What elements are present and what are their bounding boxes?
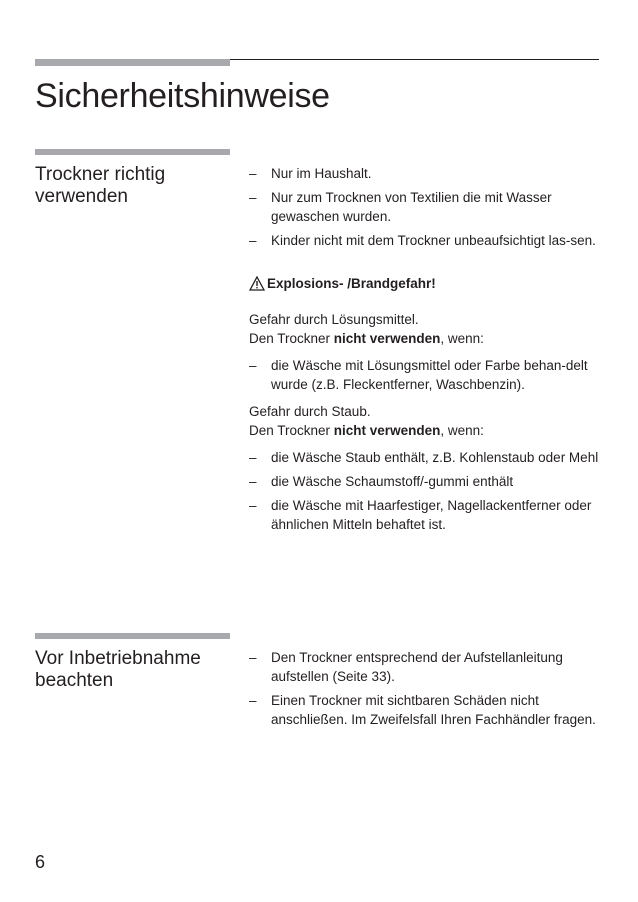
list-item — [249, 496, 604, 534]
warning-heading — [249, 274, 604, 293]
list-item-text: die Wäsche mit Lösungsmittel oder Farbe behan-delt wurde (z.B. Fleckentferner, Waschbenzin). — [271, 358, 588, 392]
section2-bar — [35, 633, 230, 639]
list-item-text: Kinder nicht mit dem Trockner unbeaufsichtigt las-sen. — [271, 233, 596, 248]
warning-text: Explosions- /Brandgefahr! — [267, 276, 436, 291]
page-title: Sicherheitshinweise — [35, 77, 330, 115]
section1-content — [249, 164, 604, 539]
solvent-line2-post: , wenn: — [440, 331, 484, 346]
solvent-paragraph — [249, 310, 604, 348]
title-rule — [230, 59, 599, 60]
section2-heading — [35, 648, 230, 692]
list-marker: – — [249, 474, 257, 489]
warning-triangle-icon — [249, 276, 265, 291]
list-marker: – — [249, 166, 257, 181]
list-marker: – — [249, 358, 257, 373]
title-bar — [35, 59, 230, 66]
list-item-text: Nur im Haushalt. — [271, 166, 372, 181]
section2-heading-line2: beachten — [35, 670, 114, 691]
section1-heading — [35, 164, 230, 208]
section2-heading-line1: Vor Inbetriebnahme — [35, 648, 201, 669]
dust-line2 — [249, 421, 604, 440]
dust-line2-bold: nicht verwenden — [333, 423, 441, 438]
list-item-text: Nur zum Trocknen von Textilien die mit Wasser gewaschen wurden. — [271, 190, 552, 224]
list-item — [249, 356, 604, 394]
list-item — [249, 691, 604, 729]
list-item — [249, 164, 604, 183]
section1-list — [249, 164, 604, 250]
list-item-text: die Wäsche mit Haarfestiger, Nagellackentferner oder ähnlichen Mitteln behaftet ist. — [271, 498, 592, 532]
dust-line1: Gefahr durch Staub. — [249, 404, 371, 419]
page-number: 6 — [35, 852, 46, 872]
solvent-line2-bold: nicht verwenden — [333, 331, 441, 346]
list-marker: – — [249, 233, 257, 248]
solvent-line2-pre: Den Trockner — [249, 331, 334, 346]
section1-heading-line2: verwenden — [35, 186, 128, 207]
list-item — [249, 231, 604, 250]
list-item-text: die Wäsche Staub enthält, z.B. Kohlenstaub oder Mehl — [271, 450, 599, 465]
list-marker: – — [249, 190, 257, 205]
list-item-text: die Wäsche Schaumstoff/-gummi enthält — [271, 474, 514, 489]
section1-heading-line1: Trockner richtig — [35, 164, 166, 185]
dust-line2-pre: Den Trockner — [249, 423, 334, 438]
dust-paragraph — [249, 402, 604, 440]
list-marker: – — [249, 650, 257, 665]
list-marker: – — [249, 498, 257, 513]
list-item — [249, 648, 604, 686]
list-marker: – — [249, 693, 257, 708]
solvent-line1: Gefahr durch Lösungsmittel. — [249, 312, 419, 327]
section2-content — [249, 648, 604, 734]
section1-bar — [35, 149, 230, 155]
list-item-text: Einen Trockner mit sichtbaren Schäden nicht anschließen. Im Zweifelsfall Ihren Fachhändler fragen. — [271, 693, 596, 727]
list-item — [249, 472, 604, 491]
dust-line2-post: , wenn: — [440, 423, 484, 438]
list-marker: – — [249, 450, 257, 465]
list-item — [249, 448, 604, 467]
solvent-line2 — [249, 329, 604, 348]
list-item — [249, 188, 604, 226]
list-item-text: Den Trockner entsprechend der Aufstellanleitung aufstellen (Seite 33). — [271, 650, 563, 684]
